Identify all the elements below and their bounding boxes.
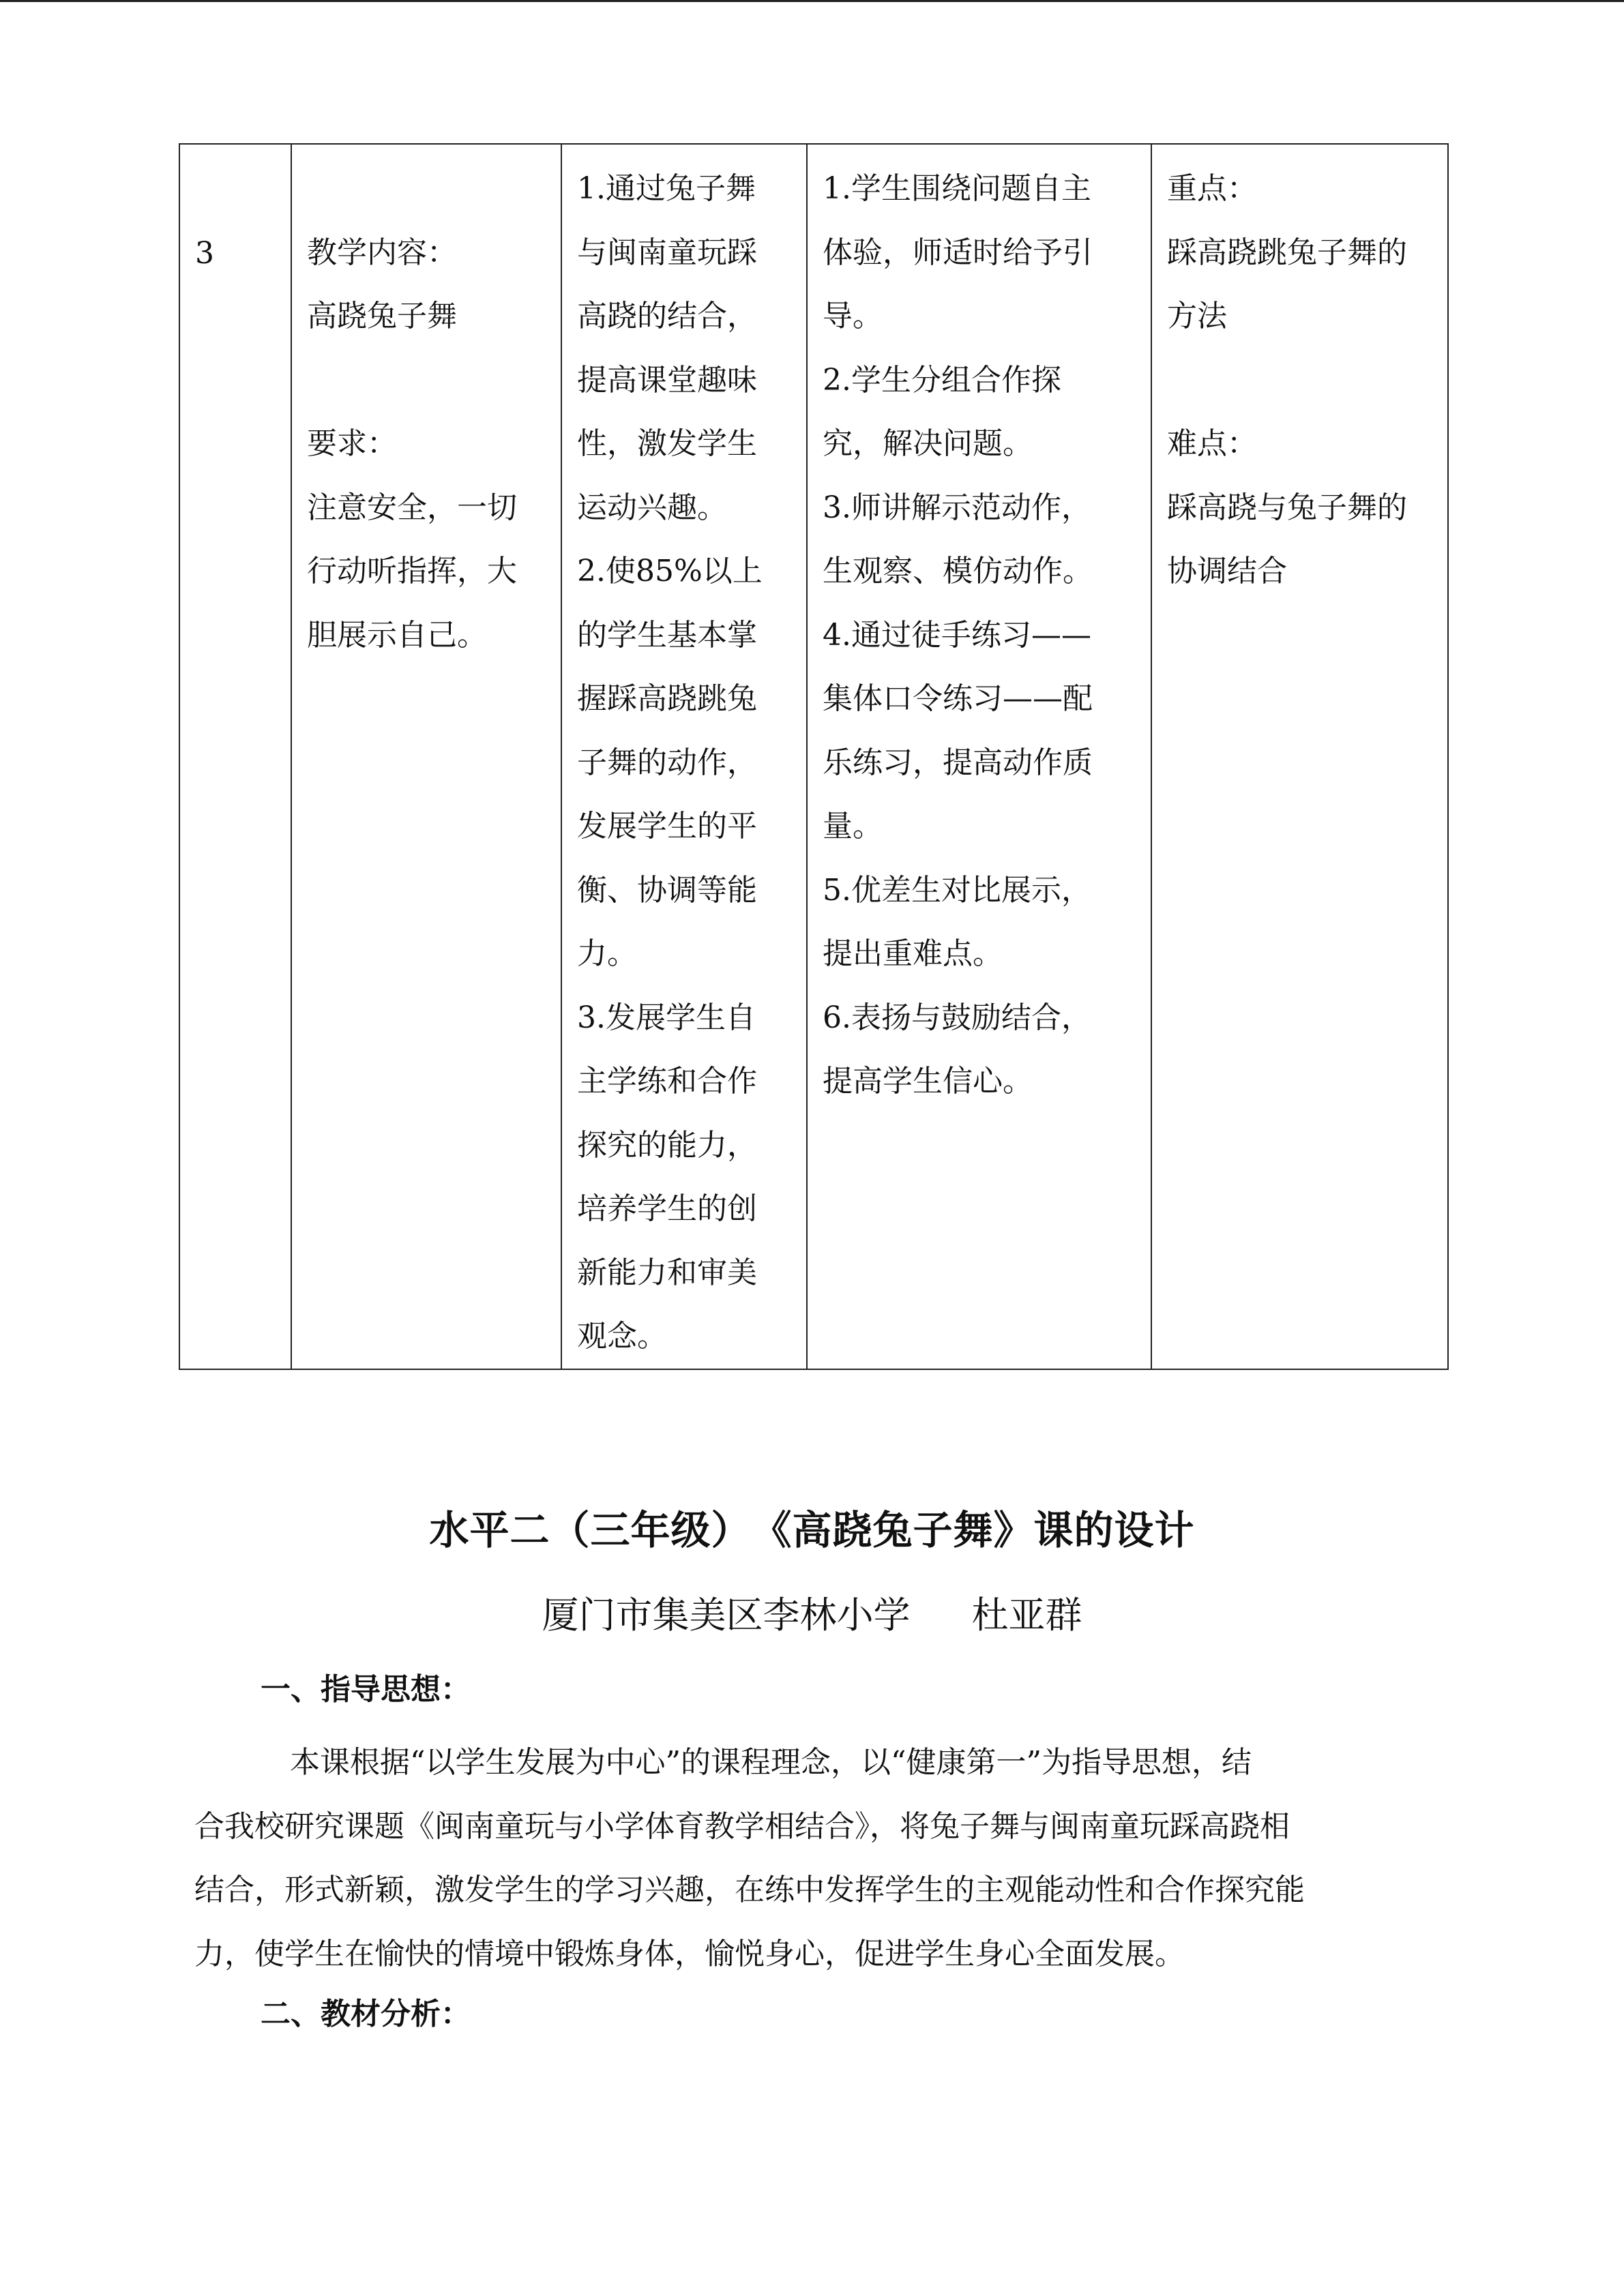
cell-line: 4.通过徒手练习—— — [823, 617, 1091, 653]
cell-line: 发展学生的平 — [577, 809, 757, 844]
cell-line: 3.师讲解示范动作， — [823, 490, 1091, 525]
document-title: 水平二（三年级） 《高跷兔子舞》课的设计 — [429, 1507, 1195, 1553]
step-number: 3 — [195, 236, 214, 271]
cell-line — [307, 157, 546, 221]
cell-line: 主学练和合作 — [577, 1064, 757, 1099]
section-heading-guiding-idea: 一、指导思想： — [261, 1672, 471, 1707]
cell-line: 教学内容： — [307, 235, 457, 270]
lesson-plan-table — [179, 143, 1449, 1370]
cell-line: 提出重难点。 — [823, 936, 1003, 971]
school-name: 厦门市集美区李林小学 — [542, 1594, 911, 1637]
cell-line — [1167, 348, 1432, 413]
cell-line: 踩高跷与兔子舞的 — [1167, 490, 1407, 525]
cell-line: 提高课堂趣味 — [577, 362, 757, 398]
cell-line: 难点： — [1167, 426, 1257, 461]
cell-line: 踩高跷跳兔子舞的 — [1167, 235, 1407, 270]
cell-line: 力。 — [577, 936, 637, 971]
cell-line: 胆展示自己。 — [307, 617, 487, 653]
paragraph-line: 力，使学生在愉快的情境中锻炼身体，愉悦身心，促进学生身心全面发展。 — [194, 1936, 1185, 1971]
paragraph-line: 本课根据“以学生发展为中心”的课程理念，以“健康第一”为指导思想，结 — [290, 1745, 1252, 1780]
cell-line: 6.表扬与鼓励结合， — [823, 1000, 1091, 1035]
cell-line: 生观察、模仿动作。 — [823, 554, 1093, 588]
author-name: 杜亚群 — [971, 1594, 1082, 1637]
cell-line: 提高学生信心。 — [823, 1064, 1033, 1099]
cell-line: 5.优差生对比展示， — [823, 872, 1091, 908]
goals-cell — [561, 144, 807, 1369]
cell-line: 高跷的结合， — [577, 299, 757, 333]
cell-line: 培养学生的创 — [577, 1191, 757, 1226]
page-top-border — [0, 0, 1624, 2]
cell-line: 究，解决问题。 — [823, 426, 1033, 461]
cell-line: 与闽南童玩踩 — [577, 235, 757, 270]
cell-line: 探究的能力， — [577, 1127, 757, 1163]
cell-line: 高跷兔子舞 — [307, 299, 457, 333]
section-heading-material-analysis: 二、教材分析： — [261, 1997, 471, 2031]
cell-line: 2.学生分组合作探 — [823, 362, 1061, 398]
step-number-cell — [179, 144, 291, 1369]
table-row — [179, 144, 1448, 1369]
cell-line: 观念。 — [577, 1319, 667, 1354]
guiding-idea-paragraph — [194, 1731, 1422, 1986]
cell-line: 行动听指挥，大 — [307, 554, 517, 588]
cell-line — [307, 348, 546, 413]
methods-cell — [807, 144, 1151, 1369]
cell-line: 1.学生围绕问题自主 — [823, 171, 1091, 206]
cell-line: 新能力和审美 — [577, 1255, 757, 1290]
cell-line: 的学生基本掌 — [577, 617, 757, 653]
cell-line: 体验，师适时给予引 — [823, 235, 1093, 270]
cell-line: 要求： — [307, 426, 397, 461]
cell-line: 集体口令练习——配 — [823, 681, 1093, 716]
cell-line: 导。 — [823, 299, 883, 333]
cell-line: 衡、协调等能 — [577, 872, 757, 908]
author-line — [0, 1592, 1624, 1639]
cell-line: 3.发展学生自 — [577, 1000, 756, 1035]
cell-line: 1.通过兔子舞 — [577, 171, 756, 206]
cell-line: 2.使85%以上 — [577, 554, 763, 588]
cell-line: 运动兴趣。 — [577, 490, 727, 525]
keypoints-cell — [1151, 144, 1448, 1369]
paragraph-line: 结合，形式新颖，激发学生的学习兴趣，在练中发挥学生的主观能动性和合作探究能 — [194, 1873, 1305, 1907]
cell-line: 量。 — [823, 809, 883, 844]
cell-line: 方法 — [1167, 299, 1227, 333]
cell-line: 握踩高跷跳兔 — [577, 681, 757, 716]
cell-line: 乐练习，提高动作质 — [823, 745, 1093, 780]
cell-line: 性，激发学生 — [577, 426, 757, 461]
cell-line: 协调结合 — [1167, 554, 1287, 588]
content-cell — [291, 144, 561, 1369]
cell-line: 注意安全，一切 — [307, 490, 517, 525]
paragraph-line: 合我校研究课题《闽南童玩与小学体育教学相结合》，将兔子舞与闽南童玩踩高跷相 — [194, 1808, 1290, 1844]
cell-line: 重点： — [1167, 171, 1257, 206]
cell-line: 子舞的动作， — [577, 745, 757, 780]
